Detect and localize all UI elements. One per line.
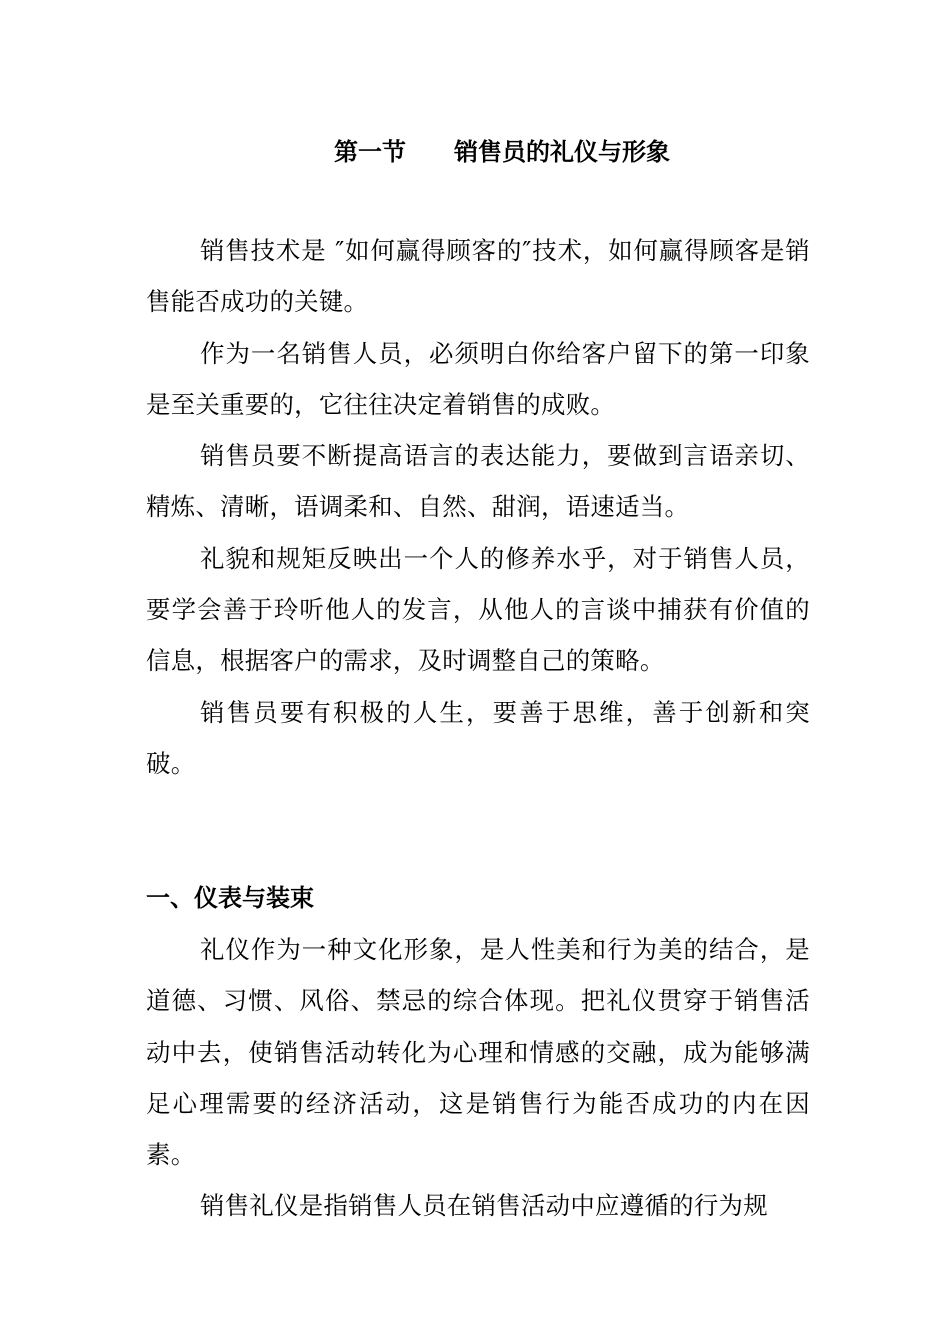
intro-section: [146, 225, 810, 789]
section-paragraph-1: 礼仪作为一种文化形象，是人性美和行为美的结合，是道德、习惯、风俗、禁忌的综合体现。把礼仪贯穿于销售活动中去，使销售活动转化为心理和情感的交融，成为能够满足心理需要的经济活动，这是销售行为能否成功的内在因素。: [146, 935, 810, 1170]
section-body: [146, 924, 810, 1232]
section-paragraph-2: 销售礼仪是指销售人员在销售活动中应遵循的行为规: [200, 1191, 768, 1221]
intro-paragraph-2: 作为一名销售人员，必须明白你给客户留下的第一印象是至关重要的，它往往决定着销售的成败。: [146, 338, 810, 419]
intro-paragraph-4: 礼貌和规矩反映出一个人的修养水乎，对于销售人员，要学会善于玲听他人的发言，从他人的言谈中捕获有价值的信息，根据客户的需求，及时调整自己的策略。: [146, 543, 810, 676]
section-heading: 一、仪表与装束: [146, 884, 314, 912]
chapter-title: 第一节 销售员的礼仪与形象: [334, 138, 670, 166]
intro-paragraph-3: 销售员要不断提高语言的表达能力，要做到言语亲切、精炼、清晰，语调柔和、自然、甜润，语速适当。: [146, 441, 810, 522]
intro-paragraph-1: 销售技术是 ″如何赢得顾客的″技术，如何赢得顾客是销售能否成功的关键。: [146, 236, 810, 317]
intro-paragraph-5: 销售员要有积极的人生，要善于思维，善于创新和突破。: [146, 697, 810, 778]
